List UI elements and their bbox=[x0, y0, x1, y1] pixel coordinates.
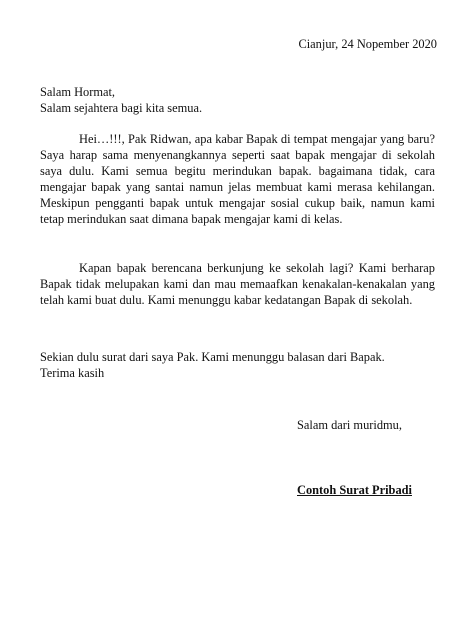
signature-name: Contoh Surat Pribadi bbox=[297, 483, 412, 497]
closing-paragraph: Sekian dulu surat dari saya Pak. Kami menunggu balasan dari Bapak. bbox=[40, 350, 385, 364]
letter-date: Cianjur, 24 Nopember 2020 bbox=[298, 37, 437, 51]
thanks-line: Terima kasih bbox=[40, 366, 105, 380]
sign-off-greeting: Salam dari muridmu, bbox=[297, 418, 402, 432]
body-paragraph-2: Kapan bapak berencana berkunjung ke sekolah lagi? Kami berharap Bapak tidak melupakan kami dan mau memaafkan kenakalan-kenakalan yang telah kami buat dulu. Kami menunggu kabar kedatangan Bapak di sekolah. bbox=[40, 261, 435, 307]
salutation bbox=[40, 84, 202, 116]
body-paragraph-1: Hei…!!!, Pak Ridwan, apa kabar Bapak di tempat mengajar yang baru? Saya harap sama menyenangkannya seperti saat bapak mengajar di sekolah saya dulu. Kami semua begitu merindukan bapak. bagaimana tidak, cara mengajar bapak yang santai namun jelas membuat kami merasa kehilangan. Meskipun pengganti bapak untuk mengajar sosial cukup baik, namun kami tetap merindukan saat dimana bapak mengajar kami di kelas. bbox=[40, 132, 435, 226]
greeting-line-1: Salam Hormat, bbox=[40, 85, 116, 99]
greeting-line-2: Salam sejahtera bagi kita semua. bbox=[40, 101, 203, 115]
closing-block bbox=[40, 349, 435, 381]
